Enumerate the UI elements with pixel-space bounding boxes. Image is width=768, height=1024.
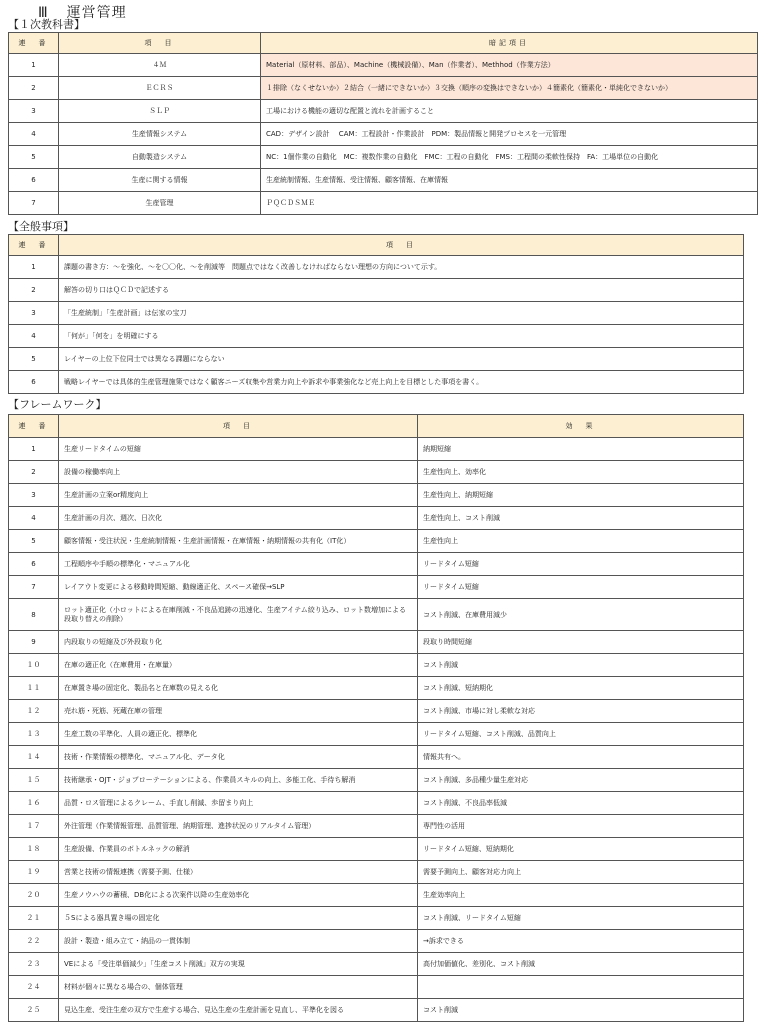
row-number: 3	[9, 484, 59, 507]
row-number: １７	[9, 815, 59, 838]
row-effect: コスト削減	[418, 654, 744, 677]
row-number: 7	[9, 576, 59, 599]
col-header-memo: 暗記項目	[261, 33, 758, 54]
row-number: １３	[9, 723, 59, 746]
col-header-effect: 効 果	[418, 415, 744, 438]
row-memo: 工場における機能の適切な配置と流れを計画すること	[261, 100, 758, 123]
row-item: 顧客情報・受注状況・生産統制情報・生産計画情報・在庫情報・納期情報の共有化（IT化）	[59, 530, 418, 553]
row-item: 工程順序や手順の標準化・マニュアル化	[59, 553, 418, 576]
col-header-no: 連 番	[9, 235, 59, 256]
row-number: 1	[9, 256, 59, 279]
table-row	[9, 77, 758, 100]
row-number: ２４	[9, 976, 59, 999]
row-effect: コスト削減、市場に対し柔軟な対応	[418, 700, 744, 723]
row-memo: １排除（なくせないか）２結合（一緒にできないか）３交換（順序の変換はできないか）４簡素化（簡素化・単純化できないか）	[261, 77, 758, 100]
row-item: 生産設備、作業員のボトルネックの解消	[59, 838, 418, 861]
row-number: 4	[9, 325, 59, 348]
row-number: １９	[9, 861, 59, 884]
table-row	[9, 838, 744, 861]
table-row	[9, 54, 758, 77]
row-effect: コスト削減、多品種少量生産対応	[418, 769, 744, 792]
row-number: １４	[9, 746, 59, 769]
row-item: 外注管理（作業情報管理、品質管理、納期管理、進捗状況のリアルタイム管理）	[59, 815, 418, 838]
row-number: ２１	[9, 907, 59, 930]
section-label-framework: 【フレームワーク】	[8, 398, 107, 411]
row-number: 3	[9, 302, 59, 325]
row-number: 6	[9, 371, 59, 394]
title-text: 運営管理	[66, 5, 127, 21]
table-row	[9, 371, 744, 394]
row-memo: NC：1個作業の自動化 MC：複数作業の自動化 FMC：工程の自動化 FMS：工程間の柔軟性保持 FA：工場単位の自動化	[261, 146, 758, 169]
row-effect: 専門性の活用	[418, 815, 744, 838]
row-item: 自動製造システム	[59, 146, 261, 169]
row-item: 戦略レイヤーでは具体的生産管理施策ではなく顧客ニーズ収集や営業力向上や訴求や事業強化など売上向上を目標とした事項を書く。	[59, 371, 744, 394]
row-item: ロット適正化（小ロットによる在庫削減・不良品追跡の迅速化、生産アイテム絞り込み、ロット数増加による段取り替えの削除）	[59, 599, 418, 631]
row-number: 4	[9, 507, 59, 530]
table-row	[9, 279, 744, 302]
table-row	[9, 599, 744, 631]
row-item: 生産管理	[59, 192, 261, 215]
row-item: 見込生産、受注生産の双方で生産する場合、見込生産の生産計画を見直し、平準化を図る	[59, 999, 418, 1022]
row-effect: コスト削減	[418, 999, 744, 1022]
table-row	[9, 484, 744, 507]
table-row	[9, 700, 744, 723]
table-row	[9, 907, 744, 930]
table-row	[9, 815, 744, 838]
table-row	[9, 677, 744, 700]
row-effect: 生産性向上、納期短縮	[418, 484, 744, 507]
row-effect: →訴求できる	[418, 930, 744, 953]
row-memo: Material（原材料、部品）、Machine（機械設備）、Man（作業者）、Methhod（作業方法）	[261, 54, 758, 77]
row-item: VEによる「受注単価減少」「生産コスト削減」双方の実現	[59, 953, 418, 976]
row-effect: 情報共有へ。	[418, 746, 744, 769]
col-header-no: 連 番	[9, 33, 59, 54]
row-item: ４Ｍ	[59, 54, 261, 77]
row-item: 技術・作業情報の標準化、マニュアル化、データ化	[59, 746, 418, 769]
row-item: 生産計画の立案or精度向上	[59, 484, 418, 507]
row-effect: 納期短縮	[418, 438, 744, 461]
row-effect: コスト削減、在庫費用減少	[418, 599, 744, 631]
row-item: 生産リードタイムの短縮	[59, 438, 418, 461]
row-number: 8	[9, 599, 59, 631]
table-row	[9, 530, 744, 553]
row-item: ＥＣＲＳ	[59, 77, 261, 100]
row-item: 材料が個々に異なる場合の、個体管理	[59, 976, 418, 999]
row-effect: 段取り時間短縮	[418, 631, 744, 654]
framework-table	[8, 414, 744, 1022]
row-number: 2	[9, 279, 59, 302]
row-number: 3	[9, 100, 59, 123]
row-item: 技術継承・OJT・ジョブローテーションによる、作業員スキルの向上、多能工化、手待ち解消	[59, 769, 418, 792]
row-item: ５Sによる器具置き場の固定化	[59, 907, 418, 930]
table-row	[9, 631, 744, 654]
table-row	[9, 325, 744, 348]
table-row	[9, 953, 744, 976]
row-number: １１	[9, 677, 59, 700]
row-item: 売れ筋・死筋、死蔵在庫の管理	[59, 700, 418, 723]
table-row	[9, 861, 744, 884]
row-item: 生産に関する情報	[59, 169, 261, 192]
row-effect: リードタイム短縮、短納期化	[418, 838, 744, 861]
table-row	[9, 723, 744, 746]
row-effect: コスト削減、不良品率低減	[418, 792, 744, 815]
table-row	[9, 654, 744, 677]
row-item: 生産情報システム	[59, 123, 261, 146]
row-number: ２３	[9, 953, 59, 976]
row-effect: コスト削減、リードタイム短縮	[418, 907, 744, 930]
row-number: 2	[9, 77, 59, 100]
row-item: 生産計画の月次、週次、日次化	[59, 507, 418, 530]
row-effect: リードタイム短縮	[418, 553, 744, 576]
row-memo: ＰＱＣＤＳＭＥ	[261, 192, 758, 215]
row-number: １０	[9, 654, 59, 677]
table-row	[9, 192, 758, 215]
row-item: 内段取りの短縮及び外段取り化	[59, 631, 418, 654]
table-row	[9, 792, 744, 815]
row-number: ２５	[9, 999, 59, 1022]
col-header-no: 連 番	[9, 415, 59, 438]
table-row	[9, 302, 744, 325]
col-header-item: 項 目	[59, 235, 744, 256]
table-row	[9, 576, 744, 599]
row-item: ＳＬＰ	[59, 100, 261, 123]
table-row	[9, 553, 744, 576]
general-table	[8, 234, 744, 394]
table-row	[9, 438, 744, 461]
row-number: 1	[9, 54, 59, 77]
row-item: レイヤーの上位下位同士では異なる課題にならない	[59, 348, 744, 371]
row-item: 課題の書き方：～を強化、～を〇〇化、～を削減等 問題点ではなく改善しなければならない理想の方向について示す。	[59, 256, 744, 279]
row-number: 5	[9, 146, 59, 169]
row-effect: リードタイム短縮、コスト削減、品質向上	[418, 723, 744, 746]
row-memo: CAD：デザイン設計 CAM：工程設計・作業設計 PDM：製品情報と開発プロセスを一元管理	[261, 123, 758, 146]
row-number: ２０	[9, 884, 59, 907]
row-item: 設計・製造・組み立て・納品の一貫体制	[59, 930, 418, 953]
row-item: 解答の切り口はＱＣＤで記述する	[59, 279, 744, 302]
row-item: 設備の稼働率向上	[59, 461, 418, 484]
table-row	[9, 169, 758, 192]
table-row	[9, 884, 744, 907]
table-row	[9, 769, 744, 792]
table-row	[9, 256, 744, 279]
col-header-item: 項 目	[59, 33, 261, 54]
row-effect: 生産性向上、コスト削減	[418, 507, 744, 530]
row-effect: 生産効率向上	[418, 884, 744, 907]
row-item: 営業と技術の情報連携（需要予測、仕様）	[59, 861, 418, 884]
row-number: １２	[9, 700, 59, 723]
row-effect: 需要予測向上、顧客対応力向上	[418, 861, 744, 884]
row-item: 「何が」「何を」を明確にする	[59, 325, 744, 348]
row-number: 6	[9, 169, 59, 192]
row-number: １８	[9, 838, 59, 861]
row-effect: 生産性向上	[418, 530, 744, 553]
row-number: 7	[9, 192, 59, 215]
table-row	[9, 461, 744, 484]
row-memo: 生産統制情報、生産情報、受注情報、顧客情報、在庫情報	[261, 169, 758, 192]
table-row	[9, 123, 758, 146]
row-effect: 高付加価値化、差別化、コスト削減	[418, 953, 744, 976]
row-effect	[418, 976, 744, 999]
row-number: 9	[9, 631, 59, 654]
row-item: レイアウト変更による移動時間短縮、動線適正化、スペース確保→SLP	[59, 576, 418, 599]
row-number: １６	[9, 792, 59, 815]
table-row	[9, 999, 744, 1022]
row-effect: 生産性向上、効率化	[418, 461, 744, 484]
row-number: 5	[9, 530, 59, 553]
row-item: 生産工数の平準化、人員の適正化、標準化	[59, 723, 418, 746]
row-item: 「生産統制」「生産計画」は伝家の宝刀	[59, 302, 744, 325]
row-number: 2	[9, 461, 59, 484]
col-header-item: 項 目	[59, 415, 418, 438]
table-row	[9, 348, 744, 371]
row-item: 品質・ロス管理によるクレーム、手直し削減、歩留まり向上	[59, 792, 418, 815]
table-row	[9, 976, 744, 999]
row-number: １５	[9, 769, 59, 792]
table-row	[9, 100, 758, 123]
section-number: Ⅲ	[38, 5, 49, 21]
row-item: 生産ノウハウの蓄積、DB化による次案件以降の生産効率化	[59, 884, 418, 907]
row-item: 在庫の適正化（在庫費用・在庫量）	[59, 654, 418, 677]
table-row	[9, 507, 744, 530]
section-label-textbook: 【１次教科書】	[8, 18, 85, 31]
row-number: ２２	[9, 930, 59, 953]
row-number: 4	[9, 123, 59, 146]
row-number: 1	[9, 438, 59, 461]
section-label-general: 【全般事項】	[8, 220, 74, 233]
row-number: 5	[9, 348, 59, 371]
row-item: 在庫置き場の固定化、製品名と在庫数の見える化	[59, 677, 418, 700]
row-number: 6	[9, 553, 59, 576]
table-row	[9, 746, 744, 769]
table-row	[9, 930, 744, 953]
textbook-table	[8, 32, 758, 215]
row-effect: コスト削減、短納期化	[418, 677, 744, 700]
table-row	[9, 146, 758, 169]
row-effect: リードタイム短縮	[418, 576, 744, 599]
